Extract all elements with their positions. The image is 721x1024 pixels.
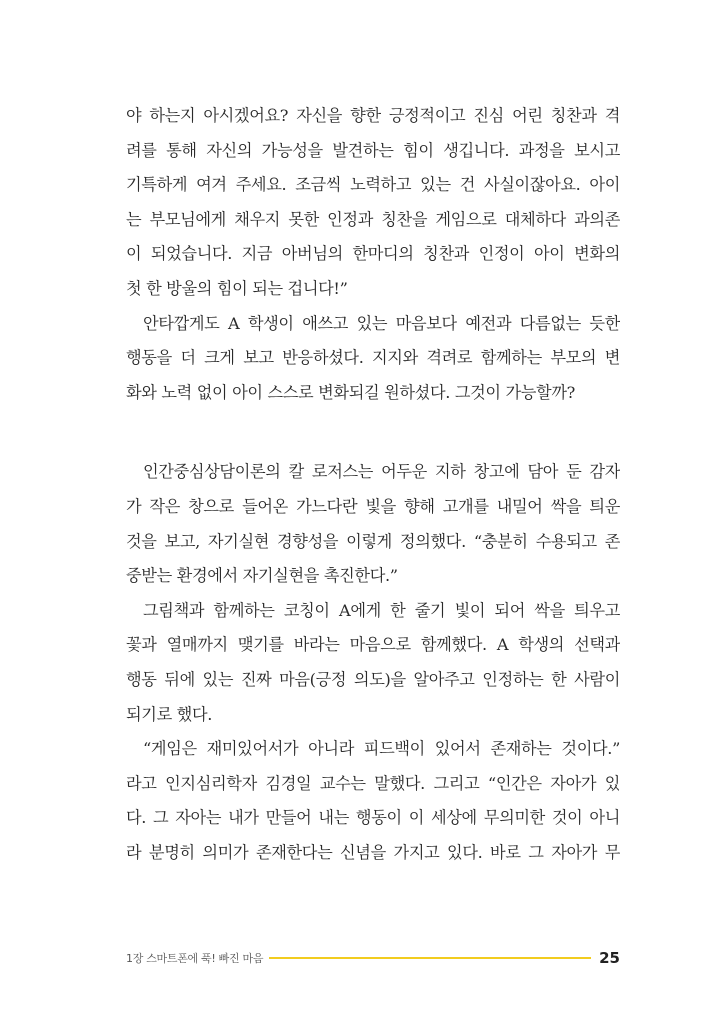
text-line: 야 하는지 아시겠어요? 자신을 향한 긍정적이고 진심 어린 칭찬과 격	[126, 106, 620, 125]
chapter-title: 1장 스마트폰에 푹! 빠진 마음	[126, 952, 264, 965]
text-line: 첫 한 방울의 힘이 되는 겁니다!”	[126, 278, 348, 298]
page-footer	[126, 945, 620, 971]
text-line: “게임은 재미있어서가 아니라 피드백이 있어서 존재하는 것이다.”	[143, 739, 620, 759]
text-line: 중받는 환경에서 자기실현을 촉진한다.”	[126, 566, 398, 586]
text-line: 행동 뒤에 있는 진짜 마음(긍정 의도)을 알아주고 인정하는 한 사람이	[126, 669, 620, 689]
paragraph	[126, 455, 620, 593]
section-gap	[126, 410, 620, 455]
paragraph	[126, 99, 620, 307]
text-line: 기특하게 여겨 주세요. 조금씩 노력하고 있는 건 사실이잖아요. 아이	[126, 175, 620, 195]
text-line: 는 부모님에게 채우지 못한 인정과 칭찬을 게임으로 대체하다 과의존	[126, 209, 620, 229]
text-line: 되기로 했다.	[126, 704, 213, 724]
paragraph	[126, 594, 620, 732]
text-line: 이 되었습니다. 지금 아버님의 한마디의 칭찬과 인정이 아이 변화의	[126, 244, 620, 264]
paragraph	[126, 732, 620, 870]
text-line: 라고 인지심리학자 김경일 교수는 말했다. 그리고 “인간은 자아가 있	[126, 773, 620, 793]
body-text	[126, 99, 620, 870]
text-line: 려를 통해 자신의 가능성을 발견하는 힘이 생깁니다. 과정을 보시고	[126, 140, 620, 160]
paragraph	[126, 307, 620, 411]
text-line: 행동을 더 크게 보고 반응하셨다. 지지와 격려로 함께하는 부모의 변	[126, 348, 620, 368]
text-line: 안타깝게도 A 학생이 애쓰고 있는 마음보다 예전과 다름없는 듯한	[143, 313, 620, 333]
page-number: 25	[599, 949, 620, 967]
text-line: 다. 그 자아는 내가 만들어 내는 행동이 이 세상에 무의미한 것이 아니	[126, 808, 620, 828]
text-line: 것을 보고, 자기실현 경향성을 이렇게 정의했다. “충분히 수용되고 존	[126, 531, 620, 551]
text-line: 인간중심상담이론의 칼 로저스는 어두운 지하 창고에 담아 둔 감자	[143, 462, 620, 482]
text-line: 그림책과 함께하는 코칭이 A에게 한 줄기 빛이 되어 싹을 틔우고	[143, 600, 620, 620]
text-line: 꽃과 열매까지 맺기를 바라는 마음으로 함께했다. A 학생의 선택과	[126, 635, 620, 655]
footer-rule	[269, 957, 591, 959]
text-line: 라 분명히 의미가 존재한다는 신념을 가지고 있다. 바로 그 자아가 무	[126, 842, 620, 862]
text-line: 가 작은 창으로 들어온 가느다란 빛을 향해 고개를 내밀어 싹을 틔운	[126, 496, 620, 516]
text-line: 화와 노력 없이 아이 스스로 변화되길 원하셨다. 그것이 가능할까?	[126, 382, 575, 402]
